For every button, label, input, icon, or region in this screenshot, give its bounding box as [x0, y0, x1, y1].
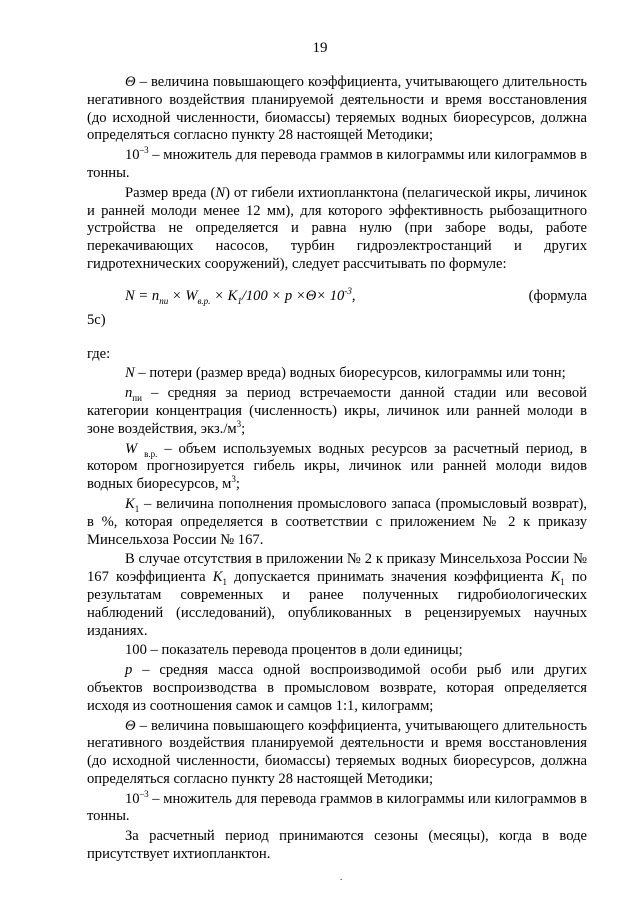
footer-mark: .: [340, 872, 343, 882]
symbol-subscript: 1: [560, 577, 565, 588]
definition-p: [87, 662, 587, 715]
definition-end: ;: [241, 420, 246, 437]
paragraph-damage-size: [87, 185, 587, 274]
page-number: 19: [312, 40, 328, 56]
formula-subscript: 1: [237, 295, 242, 306]
definition-text: – величина повышающего коэффициента, учитывающего длительность негативного воздействия планируемой деятельности и время восстановления (до исходной численности, биомассы) теряемых водных биоресурсов, должна определяться согласно пункту 28 настоящей Методики;: [87, 717, 587, 787]
formula-superscript: -3: [344, 285, 352, 296]
definition-k1: [87, 496, 587, 549]
paragraph-text: ) от гибели ихтиопланктона (пелагической икры, личинок и ранней молоди менее 12 мм), для которого эффективность рыбозащитного устройства не определяется и равна нулю (при заборе воды, работе перекачивающих насосов, турбин гидроэлектростанций и других гидротехнических сооружений), следует рассчитывать по формуле:: [87, 184, 588, 272]
symbol-k: K: [212, 569, 223, 586]
definition-n-pi: [87, 385, 587, 438]
formula-part: × W: [168, 287, 198, 304]
paragraph-text: – множитель для перевода граммов в килограммы или килограммов в тонны.: [87, 147, 587, 181]
paragraph-text: Размер вреда (: [125, 184, 216, 201]
multiplier-base: 10: [125, 790, 140, 807]
formula-label-continuation: 5с): [87, 311, 106, 328]
definition-w-vr: [87, 441, 587, 494]
definition-text: – средняя масса одной воспроизводимой особи рыб или других объектов воспроизводства в промысловом возврате, которая определяется исходя из соотношения самок и самцов 1:1, килограмм;: [87, 662, 587, 714]
symbol-subscript: 1: [222, 577, 227, 588]
formula-part: N = n: [125, 287, 160, 304]
paragraph-text: В случае отсутствия в приложении № 2 к приказу Минсельхоза России № 167 коэффициента: [87, 551, 587, 586]
formula-subscript: пи: [159, 295, 169, 306]
symbol-theta: Θ: [125, 74, 136, 90]
definition-text: – средняя за период встречаемости данной стадии или весовой категории концентрация (численность) икры, личинок или ранней молоди в зоне воздействия, экз./м: [87, 385, 587, 437]
unit-superscript: 3: [231, 474, 236, 485]
document-body: [87, 74, 587, 866]
definition-text: – множитель для перевода граммов в килограммы или килограммов в тонны.: [87, 790, 587, 825]
symbol-theta: Θ: [125, 717, 136, 734]
paragraph-text: – величина повышающего коэффициента, учитывающего длительность негативного воздействия планируемой деятельности и время восстановления (до исходной численности, биомассы) теряемых водных биоресурсов, должна определяться согласно пункту 28 настоящей Методики;: [87, 74, 587, 144]
formula-part: ,: [351, 287, 356, 304]
symbol-n-pi: n: [125, 385, 133, 402]
paragraph-k1-absence: [87, 551, 587, 640]
formula-part: × K: [210, 287, 238, 304]
symbol-subscript: в.р.: [144, 448, 158, 459]
paragraph-theta-definition: [87, 74, 587, 145]
paragraph-text: допускается принимать значения коэффициента: [226, 569, 551, 586]
definition-text: – объем используемых водных ресурсов за расчетный период, в котором прогнозируется гибель икры, личинок или ранней молоди видов водных биоресурсов, м: [87, 440, 587, 493]
symbol-p: p: [125, 662, 133, 679]
formula-part: /100 × p ×Θ× 10: [241, 287, 345, 304]
unit-superscript: 3: [236, 418, 242, 429]
definition-100: 100 – показатель перевода процентов в доли единицы;: [125, 642, 463, 659]
multiplier-exponent: –3: [139, 788, 149, 799]
where-label: где:: [87, 345, 111, 362]
definition-end: ;: [235, 476, 240, 493]
paragraph-multiplier: [87, 147, 587, 183]
multiplier-base: 10: [125, 147, 140, 164]
formula-5c: [87, 285, 587, 308]
formula-expression: [125, 285, 356, 306]
paragraph-calculation-period: За расчетный период принимаются сезоны (месяцы), когда в воде присутствует ихтиопланктон.: [87, 828, 587, 863]
symbol-n: N: [215, 184, 226, 201]
symbol-n: N: [125, 365, 135, 382]
symbol-k: K: [125, 495, 135, 512]
definition-text: – величина пополнения промыслового запаса (промысловый возврат), в %, которая определяется в соответствии с приложением № 2 к приказу Минсельхоза России № 167.: [87, 495, 587, 548]
multiplier-exponent: –3: [139, 145, 149, 156]
symbol-subscript: пи: [132, 393, 142, 404]
definition-theta: [87, 718, 587, 789]
symbol-w: W: [125, 440, 138, 457]
formula-subscript: в.р.: [197, 295, 211, 306]
formula-label: (формула: [528, 287, 587, 304]
symbol-subscript: 1: [134, 503, 140, 514]
definition-n: [87, 365, 587, 383]
definition-text: – потери (размер вреда) водных биоресурсов, килограммы или тонн;: [134, 365, 566, 382]
symbol-k: K: [550, 569, 561, 586]
definition-multiplier: [87, 788, 587, 827]
paragraph-text: по результатам современных и ранее полученных гидробиологических наблюдений (исследований), опубликованных в рецензируемых научных изданиях.: [87, 569, 587, 639]
